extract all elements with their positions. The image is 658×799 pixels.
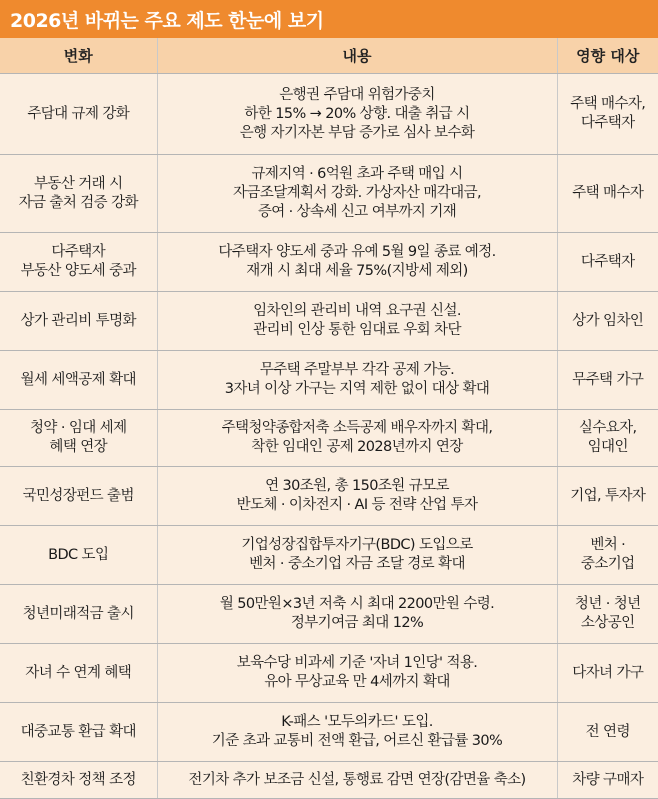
- cell-target-line: 주택 매수자,: [570, 96, 646, 112]
- cell-change: [0, 233, 157, 292]
- cell-change: [0, 292, 157, 351]
- cell-content-line: 은행권 주담대 위험가중치: [279, 86, 435, 103]
- cell-content-line: 증여 · 상속세 신고 여부까지 기재: [257, 204, 457, 220]
- policy-table: [0, 38, 658, 799]
- cell-change-line: 주담대 규제 강화: [27, 105, 130, 122]
- cell-content-line: 임차인의 관리비 내역 요구권 신설.: [253, 303, 461, 319]
- cell-change: [0, 644, 157, 703]
- cell-target-line: 벤처 ·: [590, 537, 626, 553]
- cell-change: [0, 585, 157, 644]
- cell-content: [157, 703, 557, 762]
- cell-change: [0, 410, 157, 467]
- cell-target: [557, 410, 658, 467]
- cell-content: [157, 292, 557, 351]
- cell-target-line: 소상공인: [580, 615, 635, 631]
- cell-content: [157, 351, 557, 410]
- cell-content: [157, 233, 557, 292]
- table-row: [0, 526, 658, 585]
- cell-target-line: 상가 임차인: [572, 312, 644, 329]
- cell-content-line: 보육수당 비과세 기준 '자녀 1인당' 적용.: [236, 655, 478, 671]
- header-change: 변화: [0, 38, 157, 74]
- cell-change: [0, 703, 157, 762]
- cell-target-line: 주택 매수자: [572, 185, 644, 201]
- cell-target: [557, 467, 658, 526]
- cell-content: [157, 585, 557, 644]
- page-title: 2026년 바뀌는 주요 제도 한눈에 보기: [0, 0, 658, 38]
- cell-target-line: 실수요자,: [578, 420, 637, 436]
- cell-content: [157, 526, 557, 585]
- cell-change: [0, 155, 157, 233]
- cell-target: [557, 644, 658, 703]
- cell-change: [0, 467, 157, 526]
- cell-change-line: 월세 세액공제 확대: [20, 371, 136, 388]
- cell-target-line: 무주택 가구: [572, 371, 644, 388]
- cell-content-line: 기준 초과 교통비 전액 환급, 어르신 환급률 30%: [211, 733, 503, 749]
- cell-content: [157, 74, 557, 155]
- cell-content-line: 반도체 · 이차전지 · AI 등 전략 산업 투자: [236, 497, 478, 513]
- cell-target: [557, 155, 658, 233]
- table-row: [0, 410, 658, 467]
- table-header-row: [0, 38, 658, 74]
- cell-target: [557, 585, 658, 644]
- cell-change-line: 부동산 거래 시: [34, 175, 123, 192]
- cell-target: [557, 526, 658, 585]
- cell-change-line: 국민성장펀드 출범: [22, 487, 134, 504]
- cell-target-line: 중소기업: [580, 556, 635, 572]
- table-row: [0, 351, 658, 410]
- table-row: [0, 292, 658, 351]
- cell-content-line: 3자녀 이상 가구는 지역 제한 없이 대상 확대: [224, 381, 490, 397]
- cell-change: [0, 762, 157, 799]
- cell-change-line: 부동산 양도세 중과: [20, 263, 136, 279]
- table-row: [0, 233, 658, 292]
- cell-change-line: 혜택 연장: [49, 439, 108, 455]
- cell-target: [557, 762, 658, 799]
- cell-change: [0, 351, 157, 410]
- header-content: 내용: [157, 38, 557, 74]
- cell-content: [157, 762, 557, 799]
- cell-target: [557, 292, 658, 351]
- cell-change-line: BDC 도입: [48, 546, 109, 563]
- cell-target-line: 전 연령: [585, 723, 630, 740]
- table-row: [0, 644, 658, 703]
- cell-change-line: 대중교통 환급 확대: [20, 723, 136, 740]
- cell-content: [157, 410, 557, 467]
- table-row: [0, 155, 658, 233]
- cell-target: [557, 233, 658, 292]
- cell-change-line: 자녀 수 연계 혜택: [25, 664, 132, 681]
- cell-content-line: K-패스 '모두의카드' 도입.: [281, 714, 433, 730]
- cell-content-line: 관리비 인상 통한 임대료 우회 차단: [253, 322, 461, 338]
- cell-content-line: 전기차 추가 보조금 신설, 통행료 감면 연장(감면율 축소): [188, 771, 526, 788]
- table-row: [0, 585, 658, 644]
- cell-content-line: 벤처 · 중소기업 자금 조달 경로 확대: [249, 556, 465, 572]
- cell-content: [157, 467, 557, 526]
- cell-target-line: 다주택자: [580, 253, 635, 270]
- cell-content-line: 연 30조원, 총 150조원 규모로: [265, 478, 449, 494]
- cell-change-line: 다주택자: [51, 244, 106, 260]
- cell-target: [557, 703, 658, 762]
- cell-target-line: 청년 · 청년: [574, 596, 641, 612]
- cell-content-line: 유아 무상교육 만 4세까지 확대: [264, 674, 450, 690]
- cell-content-line: 정부기여금 최대 12%: [290, 615, 424, 631]
- cell-change: [0, 74, 157, 155]
- cell-target: [557, 74, 658, 155]
- cell-content-line: 기업성장집합투자기구(BDC) 도입으로: [241, 537, 473, 553]
- cell-content-line: 주택청약종합저축 소득공제 배우자까지 확대,: [221, 420, 493, 436]
- cell-content-line: 재개 시 최대 세율 75%(지방세 제외): [246, 263, 468, 279]
- header-target: 영향 대상: [557, 38, 658, 74]
- cell-content-line: 하한 15% → 20% 상향. 대출 취급 시: [244, 105, 470, 122]
- cell-content-line: 다주택자 양도세 중과 유예 5월 9일 종료 예정.: [218, 244, 496, 260]
- cell-change-line: 자금 출처 검증 강화: [18, 194, 138, 211]
- cell-content-line: 무주택 주말부부 각각 공제 가능.: [259, 362, 455, 378]
- cell-target-line: 다주택자: [580, 115, 635, 131]
- table-row: [0, 703, 658, 762]
- cell-target: [557, 351, 658, 410]
- cell-content-line: 규제지역 · 6억원 초과 주택 매입 시: [251, 166, 463, 182]
- cell-content: [157, 155, 557, 233]
- cell-target-line: 기업, 투자자: [570, 487, 646, 504]
- cell-change-line: 청약 · 임대 세제: [30, 420, 127, 436]
- cell-target-line: 임대인: [587, 439, 628, 455]
- cell-change: [0, 526, 157, 585]
- cell-content-line: 월 50만원×3년 저축 시 최대 2200만원 수령.: [219, 596, 495, 612]
- cell-content-line: 자금조달계획서 강화. 가상자산 매각대금,: [233, 185, 481, 201]
- cell-change-line: 친환경차 정책 조정: [20, 771, 136, 788]
- table-row: [0, 762, 658, 799]
- cell-change-line: 상가 관리비 투명화: [20, 312, 136, 329]
- cell-change-line: 청년미래적금 출시: [22, 605, 134, 622]
- table-row: [0, 467, 658, 526]
- cell-target-line: 차량 구매자: [572, 771, 644, 788]
- cell-target-line: 다자녀 가구: [572, 664, 644, 681]
- table-row: [0, 74, 658, 155]
- cell-content-line: 은행 자기자본 부담 증가로 심사 보수화: [239, 124, 475, 141]
- cell-content-line: 착한 임대인 공제 2028년까지 연장: [251, 439, 463, 455]
- cell-content: [157, 644, 557, 703]
